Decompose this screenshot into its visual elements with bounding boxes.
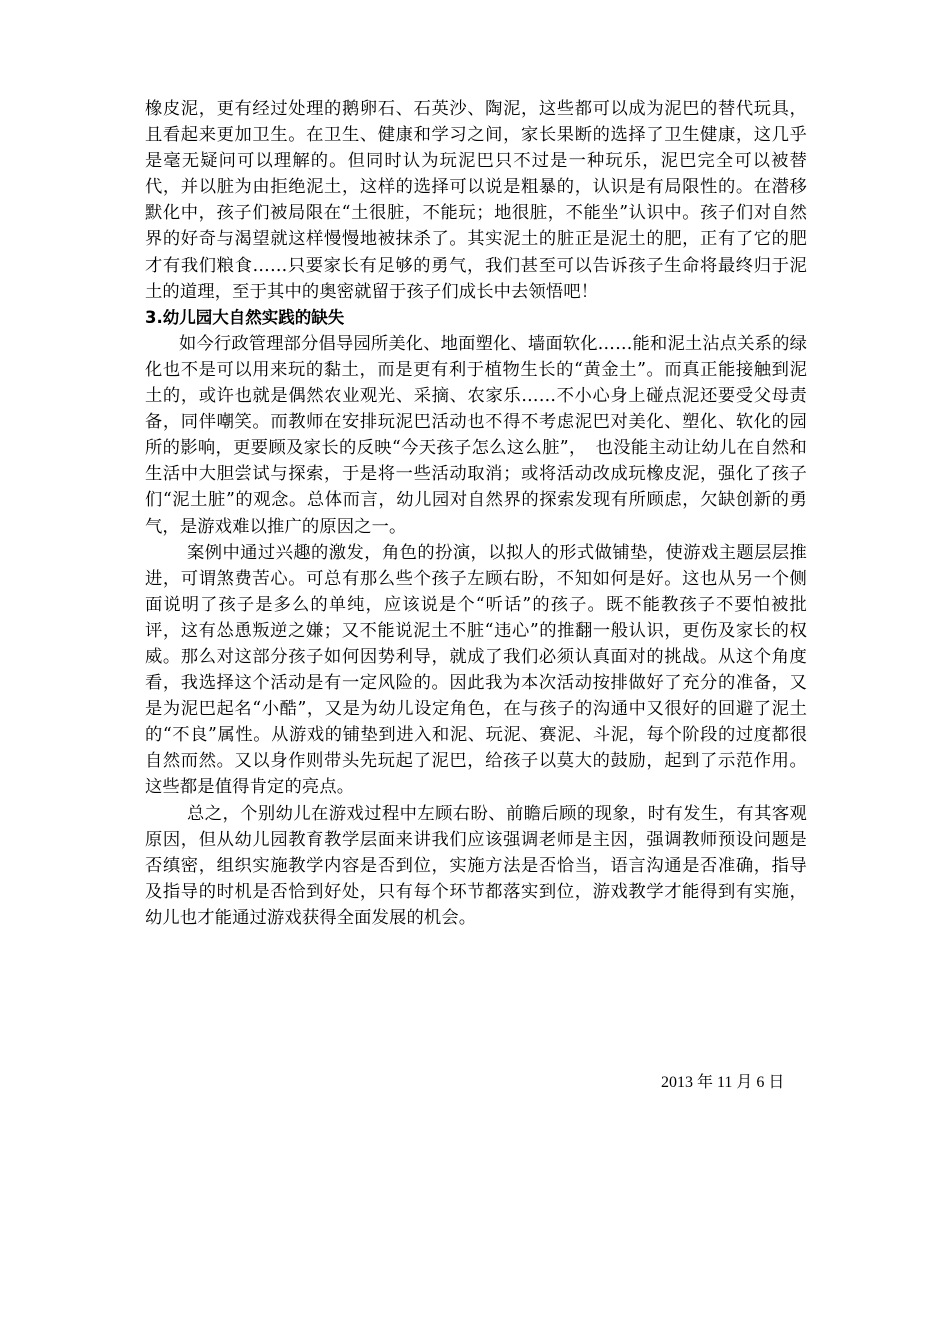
section-heading: 3.幼儿园大自然实践的缺失 <box>145 307 345 327</box>
paragraph-continuation: 橡皮泥，更有经过处理的鹅卵石、石英沙、陶泥，这些都可以成为泥巴的替代玩具，且看起来更加卫生。在卫生、健康和学习之间，家长果断的选择了卫生健康，这几乎是毫无疑问可以理解的。但同时认为玩泥巴只不过是一种玩乐，泥巴完全可以被替代，并以脏为由拒绝泥土，这样的选择可以说是粗暴的，认识是有局限性的。在潜移默化中，孩子们被局限在“土很脏，不能玩；地很脏，不能坐”认识中。孩子们对自然界的好奇与渴望就这样慢慢地被抹杀了。其实泥土的脏正是泥土的肥，正有了它的肥才有我们粮食……只要家长有足够的勇气，我们甚至可以告诉孩子生命将最终归于泥土的道理，至于其中的奥密就留于孩子们成长中去领悟吧！ <box>145 99 807 302</box>
paragraph-case-analysis: 案例中通过兴趣的激发，角色的扮演，以拟人的形式做铺垫，使游戏主题层层推进，可谓煞费苦心。可总有那么些个孩子左顾右盼，不知如何是好。这也从另一个侧面说明了孩子是多么的单纯，应该说是个“听话”的孩子。既不能教孩子不要怕被批评，这有怂恿叛逆之嫌；又不能说泥土不脏“违心”的推翻一般认识，更伤及家长的权威。那么对这部分孩子如何因势利导，就成了我们必须认真面对的挑战。从这个角度看，我选择这个活动是有一定风险的。因此我为本次活动按排做好了充分的准备，又是为泥巴起名“小酷”，又是为幼儿设定角色，在与孩子的沟通中又很好的回避了泥土的“不良”属性。从游戏的铺垫到进入和泥、玩泥、赛泥、斗泥，每个阶段的过度都很自然而然。又以身作则带头先玩起了泥巴，给孩子以莫大的鼓励，起到了示范作用。这些都是值得肯定的亮点。 <box>145 542 807 798</box>
paragraph-practice-lack: 如今行政管理部分倡导园所美化、地面塑化、墙面软化……能和泥土沾点关系的绿化也不是可以用来玩的黏土，而是更有利于植物生长的“黄金土”。而真正能接触到泥土的，或许也就是偶然农业观光、采摘、农家乐……不小心身上碰点泥还要受父母责备，同伴嘲笑。而教师在安排玩泥巴活动也不得不考虑泥巴对美化、塑化、软化的园所的影响，更要顾及家长的反映“今天孩子怎么这么脏”， 也没能主动让幼儿在自然和生活中大胆尝试与探索，于是将一些活动取消；或将活动改成玩橡皮泥，强化了孩子们“泥土脏”的观念。总体而言，幼儿园对自然界的探索发现有所顾虑，欠缺创新的勇气，是游戏难以推广的原因之一。 <box>145 333 807 537</box>
paragraph-summary: 总之，个别幼儿在游戏过程中左顾右盼、前瞻后顾的现象，时有发生，有其客观原因，但从幼儿园教育教学层面来讲我们应该强调老师是主因，强调教师预设问题是否缜密，组织实施教学内容是否到位，实施方法是否恰当，语言沟通是否准确，指导及指导的时机是否恰到好处，只有每个环节都落实到位，游戏教学才能得到有实施，幼儿也才能通过游戏获得全面发展的机会。 <box>145 803 807 928</box>
document-body <box>145 96 807 931</box>
document-date: 2013 年 11 月 6 日 <box>661 1074 785 1091</box>
